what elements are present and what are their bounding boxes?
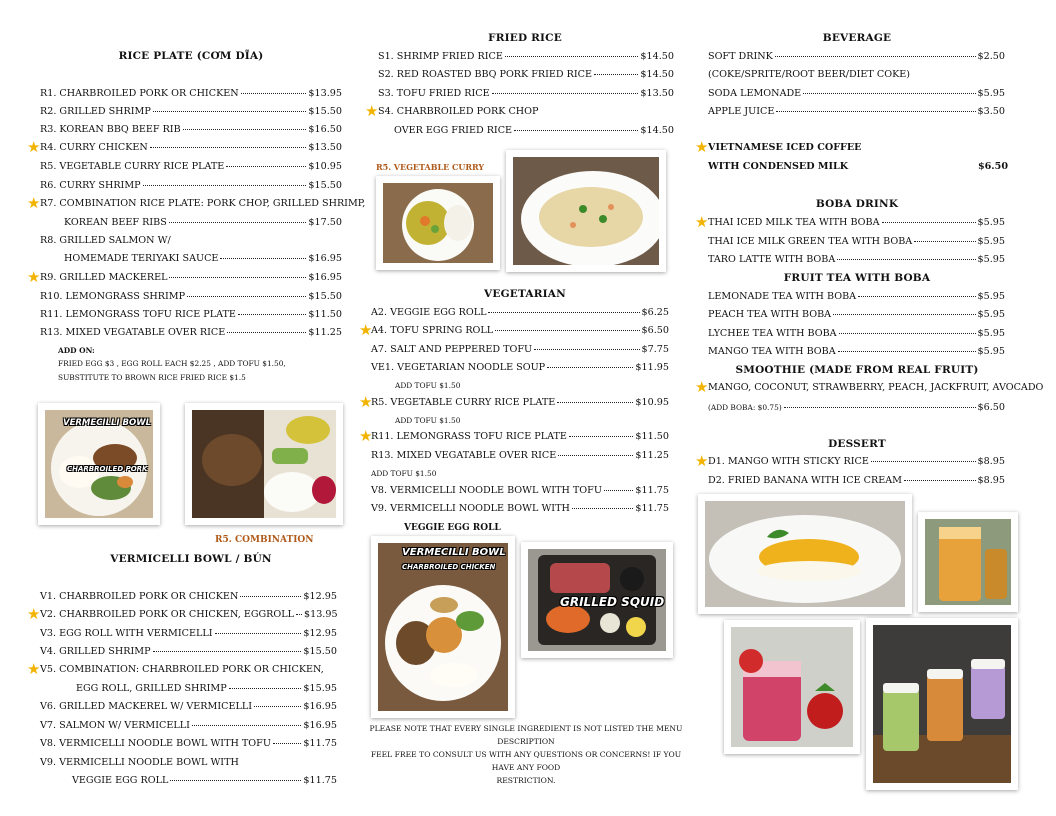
r5-veg-curry-caption: R5. VEGETABLE CURRY [376,162,485,172]
food-image [383,183,493,263]
menu-item-v4: V4. GRILLED SHRIMP $15.50 [40,646,337,657]
fried-rice-photo [506,150,666,272]
star-icon: ★ [27,138,41,156]
menu-item-v8: V8. VERMICELLI NOODLE BOWL WITH TOFU $11.75 [40,738,337,749]
boba-drinks-photo [866,618,1018,790]
vietnamese-coffee-line1: VIETNAMESE ICED COFFEE [708,142,862,153]
menu-item-r4: R4. CURRY CHICKEN $13.50 [40,142,342,153]
grilled-squid-photo [521,542,673,658]
note-line: PLEASE NOTE THAT EVERY SINGLE INGREDIENT IS NOT LISTED THE MENU DESCRIPTION [369,724,683,746]
menu-item-v5: EGG ROLL, GRILLED SHRIMP $15.95 [76,683,337,694]
boba-title: BOBA DRINK [815,198,899,210]
star-icon: ★ [695,378,709,396]
menu-item-veg-r13: R13. MIXED VEGATABLE OVER RICE $11.25 [371,450,669,461]
veggie-egg-roll-caption: VEGGIE EGG ROLL [404,523,501,533]
beverage-title: BEVERAGE [822,32,892,44]
menu-item-soda-lemonade: SODA LEMONADE $5.95 [708,88,1005,99]
menu-item-v9: VEGGIE EGG ROLL $11.75 [72,775,337,786]
menu-item-r11: R11. LEMONGRASS TOFU RICE PLATE $11.50 [40,309,342,320]
menu-item-v9-line1: V9. VERMICELLI NOODLE BOWL WITH [40,757,239,768]
star-icon: ★ [695,213,709,231]
mango-sticky-rice-photo [698,494,912,614]
fruit-tea-title: FRUIT TEA WITH BOBA [783,272,931,284]
star-icon: ★ [359,393,373,411]
star-icon: ★ [27,660,41,678]
charbroiled-pork-label: CHARBROILED PORK [67,465,148,473]
vermicelli-chicken-photo [371,536,515,718]
star-icon: ★ [365,102,379,120]
addon-title: ADD ON: [58,346,95,355]
mango-smoothie-photo [918,512,1018,612]
menu-item-r3: R3. KOREAN BBQ BEEF RIB $16.50 [40,124,342,135]
menu-item-d1: D1. MANGO WITH STICKY RICE $8.95 [708,456,1005,467]
menu-item-smoothie: (ADD BOBA: $0.75) $6.50 [708,402,1005,413]
menu-item-r9: R9. GRILLED MACKEREL $16.95 [40,272,342,283]
menu-item-v5-line1: V5. COMBINATION: CHARBROILED PORK OR CHICKEN, [40,664,324,675]
menu-item-d2: D2. FRIED BANANA WITH ICE CREAM $8.95 [708,475,1005,486]
menu-item-veg-v9: V9. VERMICELLI NOODLE BOWL WITH $11.75 [371,503,669,514]
menu-item-s4-line1: S4. CHARBROILED PORK CHOP [378,106,539,117]
menu-item-a4: A4. TOFU SPRING ROLL $6.50 [371,325,669,336]
veg-curry-photo [376,176,500,270]
menu-item-v7: V7. SALMON W/ VERMICELLI $16.95 [40,720,337,731]
smoothie-flavors: MANGO, COCONUT, STRAWBERRY, PEACH, JACKFRUIT, AVOCADO [708,382,1044,393]
menu-item-veg-r5: R5. VEGETABLE CURRY RICE PLATE $10.95 [371,397,669,408]
star-icon: ★ [695,138,709,156]
menu-item-peach-tea: PEACH TEA WITH BOBA $5.95 [708,309,1005,320]
star-icon: ★ [695,452,709,470]
menu-item-lemonade-tea: LEMONADE TEA WITH BOBA $5.95 [708,291,1005,302]
vermicelli-pork-photo [38,403,160,525]
menu-item-mango-tea: MANGO TEA WITH BOBA $5.95 [708,346,1005,357]
menu-item-v2: V2. CHARBROILED PORK OR CHICKEN, EGGROLL $13.95 [40,609,338,620]
star-icon: ★ [27,605,41,623]
food-image [731,627,853,747]
star-icon: ★ [27,194,41,212]
menu-item-soft-drink: SOFT DRINK $2.50 [708,51,1005,62]
add-tofu-note: ADD TOFU $1.50 [395,381,461,390]
menu-item-veg-v8: V8. VERMICELLI NOODLE BOWL WITH TOFU $11.75 [371,485,669,496]
menu-item-r2: R2. GRILLED SHRIMP $15.50 [40,106,342,117]
menu-item-r13: R13. MIXED VEGATABLE OVER RICE $11.25 [40,327,342,338]
addon-line: FRIED EGG $3 , EGG ROLL EACH $2.25 , ADD TOFU $1.50, [58,359,286,368]
addon-line: SUBSTITUTE TO BROWN RICE FRIED RICE $1.5 [58,373,246,382]
soft-drink-options: (COKE/SPRITE/ROOT BEER/DIET COKE) [708,69,910,80]
fried-rice-title: FRIED RICE [488,32,562,44]
food-image [513,157,659,265]
add-tofu-note: ADD TOFU $1.50 [371,469,437,478]
menu-item-lychee-tea: LYCHEE TEA WITH BOBA $5.95 [708,328,1005,339]
note-line: RESTRICTION. [496,776,556,785]
menu-item-taro-latte: TARO LATTE WITH BOBA $5.95 [708,254,1005,265]
add-tofu-note: ADD TOFU $1.50 [395,416,461,425]
smoothie-title: SMOOTHIE (MADE FROM REAL FRUIT) [735,364,979,376]
menu-item-r8-line1: R8. GRILLED SALMON W/ [40,235,171,246]
dessert-title: DESSERT [828,438,886,450]
food-image [705,501,905,607]
rice-plate-title: RICE PLATE (CƠM DĨA) [118,50,264,62]
menu-item-v3: V3. EGG ROLL WITH VERMICELLI $12.95 [40,628,337,639]
star-icon: ★ [359,427,373,445]
menu-item-apple-juice: APPLE JUICE $3.50 [708,106,1005,117]
star-icon: ★ [359,321,373,339]
menu-item-s2: S2. RED ROASTED BBQ PORK FRIED RICE $14.50 [378,69,674,80]
vermicelli-bowl-label: VERMECILLI BOWL [63,418,152,428]
menu-item-a7: A7. SALT AND PEPPERED TOFU $7.75 [371,344,669,355]
menu-item-v6: V6. GRILLED MACKEREL W/ VERMICELLI $16.95 [40,701,337,712]
menu-item-a2: A2. VEGGIE EGG ROLL $6.25 [371,307,669,318]
menu-item-r7-line1: R7. COMBINATION RICE PLATE: PORK CHOP, GRILLED SHRIMP, [40,198,366,209]
note-line: FEEL FREE TO CONSULT US WITH ANY QUESTIONS OR CONCERNS! IF YOU HAVE ANY FOOD [370,750,682,772]
menu-item-ve1: VE1. VEGETARIAN NOODLE SOUP $11.95 [371,362,669,373]
menu-item-vietnamese-coffee: WITH CONDENSED MILK $6.50 [708,161,1008,172]
star-icon: ★ [27,268,41,286]
menu-item-thai-green-tea: THAI ICE MILK GREEN TEA WITH BOBA $5.95 [708,236,1005,247]
grilled-squid-label: GRILLED SQUID [560,595,665,609]
food-image [925,519,1011,605]
menu-item-s3: S3. TOFU FRIED RICE $13.50 [378,88,674,99]
menu-item-s4: OVER EGG FRIED RICE $14.50 [394,125,674,136]
menu-item-r10: R10. LEMONGRASS SHRIMP $15.50 [40,291,342,302]
charbroiled-chicken-label: CHARBROILED CHICKEN [402,563,496,571]
menu-item-r7: KOREAN BEEF RIBS $17.50 [64,217,342,228]
menu-item-s1: S1. SHRIMP FRIED RICE $14.50 [378,51,674,62]
menu-item-thai-milk-tea: THAI ICED MILK TEA WITH BOBA $5.95 [708,217,1005,228]
vermicelli-bowl-label: VERMECILLI BOWL [402,547,506,558]
strawberry-smoothie-photo [724,620,860,754]
ingredient-note [366,722,686,787]
food-image [192,410,336,518]
r5-combination-caption: R5. COMBINATION [215,535,314,545]
vegetarian-title: VEGETARIAN [484,288,566,300]
menu-item-veg-r11: R11. LEMONGRASS TOFU RICE PLATE $11.50 [371,431,669,442]
combination-photo [185,403,343,525]
menu-item-r6: R6. CURRY SHRIMP $15.50 [40,180,342,191]
vermicelli-title: VERMICELLI BOWL / BÚN [110,553,272,565]
menu-item-r1: R1. CHARBROILED PORK OR CHICKEN $13.95 [40,88,342,99]
menu-item-v1: V1. CHARBROILED PORK OR CHICKEN $12.95 [40,591,337,602]
menu-item-r8: HOMEMADE TERIYAKI SAUCE $16.95 [64,253,342,264]
menu-item-r5: R5. VEGETABLE CURRY RICE PLATE $10.95 [40,161,342,172]
food-image [873,625,1011,783]
